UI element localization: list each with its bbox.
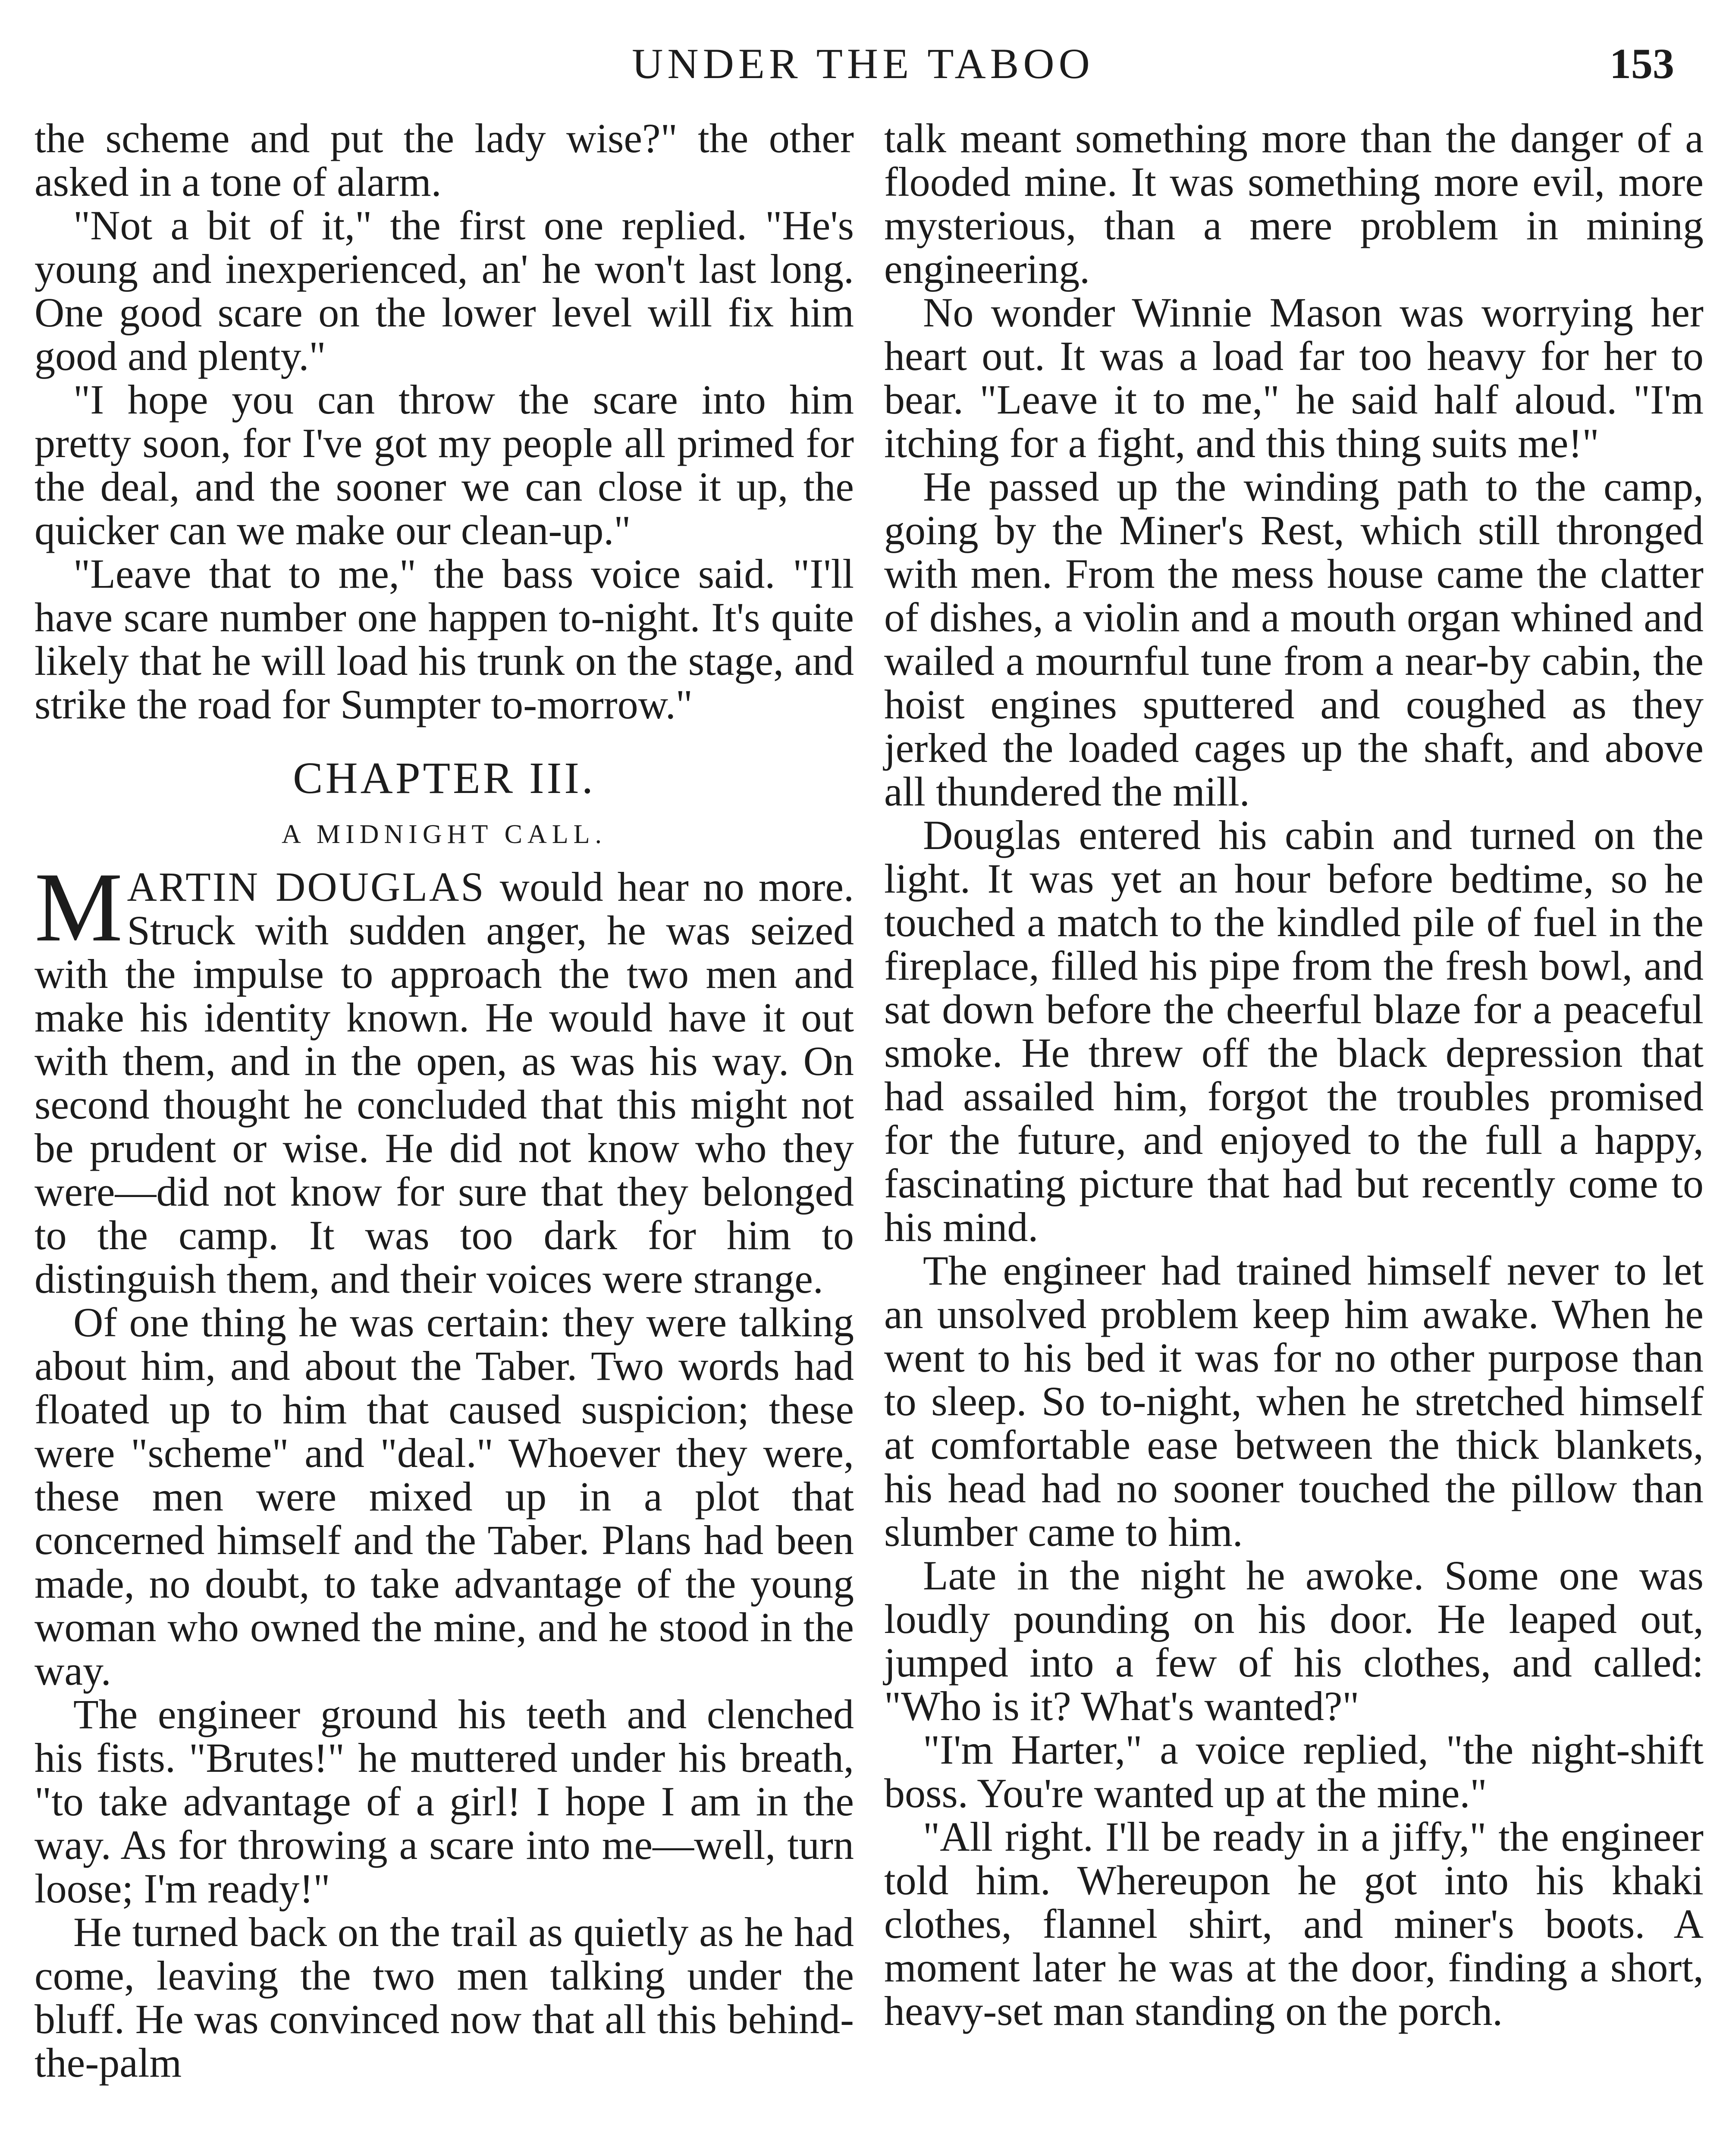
right-column [884,116,1704,2156]
paragraph: He passed up the winding path to the camp, going by the Miner's Rest, which still thronged with men. From the mess house came the clatter of dishes, a violin and a mouth organ whined and wailed a mournful tune from a near-by cabin, the hoist engines sputtered and coughed as they jerked the loaded cages up the shaft, and above all thundered the mill. [884,464,1704,815]
paragraph: "I'm Harter," a voice replied, "the night-shift boss. You're wanted up at the mine." [884,1727,1704,1816]
paragraph: talk meant something more than the danger of a flooded mine. It was something more evil, more mysterious, than a mere problem in mining engineering. [884,115,1704,292]
chapter-opening-paragraph [35,852,854,1302]
paragraph: He turned back on the trail as quietly as he had come, leaving the two men talking under the bluff. He was convinced now that all this behind-the-palm [35,1909,854,2086]
paragraph: "Not a bit of it," the first one replied. "He's young and inexperienced, an' he won't last long. One good scare on the lower level will fix him good and plenty." [35,202,854,379]
chapter-title: CHAPTER III. [293,753,596,803]
paragraph: "I hope you can throw the scare into him pretty soon, for I've got my people all primed for the deal, and the sooner we can close it up, the quicker can we make our clean-up." [35,376,854,553]
drop-cap: M [35,852,123,962]
paragraph: Late in the night he awoke. Some one was loudly pounding on his door. He leaped out, jumped into a few of his clothes, and called: "Who is it? What's wanted?" [884,1552,1704,1729]
paragraph: Douglas entered his cabin and turned on the light. It was yet an hour before bedtime, so he touched a match to the kindled pile of fuel in the fireplace, filled his pipe from the fresh bowl, and sat down before the cheerful blaze for a peaceful smoke. He threw off the black depression that had assailed him, forgot the troubles promised for the future, and enjoyed to the full a happy, fascinating picture that had but recently come to his mind. [884,812,1704,1250]
paragraph: "Leave that to me," the bass voice said. "I'll have scare number one happen to-night. It's quite likely that he will load his trunk on the stage, and strike the road for Sumpter to-morrow." [35,551,854,727]
chapter-subtitle: A MIDNIGHT CALL. [282,820,607,849]
page-header [35,26,1691,95]
paragraph: the scheme and put the lady wise?" the other asked in a tone of alarm. [35,115,854,205]
paragraph: The engineer had trained himself never to let an unsolved problem keep him awake. When he went to his bed it was for no other purpose than to sleep. So to-night, when he stretched himself at comfortable ease between the thick blankets, his head had no sooner touched the pillow than slumber came to him. [884,1247,1704,1555]
paragraph: "All right. I'll be ready in a jiffy," the engineer told him. Whereupon he got into his khaki clothes, flannel shirt, and miner's boots. A moment later he was at the door, finding a short, heavy-set man standing on the porch. [884,1814,1704,2034]
left-column [35,116,854,2156]
paragraph: Of one thing he was certain: they were talking about him, and about the Taber. Two words had floated up to him that caused suspicion; these were "scheme" and "deal." Whoever they were, these men were mixed up in a plot that concerned himself and the Taber. Plans had been made, no doubt, to take advantage of the young woman who owned the mine, and he stood in the way. [35,1299,854,1694]
paragraph: No wonder Winnie Mason was worrying her heart out. It was a load far too heavy for her to bear. "Leave it to me," he said half aloud. "I'm itching for a fight, and this thing suits me!" [884,289,1704,466]
running-title: UNDER THE TABOO [632,40,1094,88]
lead-in-text: ARTIN DOUGLAS [127,864,486,910]
page-number: 153 [1610,40,1674,88]
paragraph: The engineer ground his teeth and clenched his fists. "Brutes!" he muttered under his breath, "to take advantage of a girl! I hope I am in the way. As for throwing a scare into me—well, turn loose; I'm ready!" [35,1691,854,1912]
paragraph-text: would hear no more. Struck with sudden anger, he was seized with the impulse to approach the two men and make his identity known. He would have it out with them, and in the open, as was his way. On second thought he concluded that this might not be prudent or wise. He did not know who they were—did not know for sure that they belonged to the camp. It was too dark for him to distinguish them, and their voices were strange. [35,864,854,1302]
